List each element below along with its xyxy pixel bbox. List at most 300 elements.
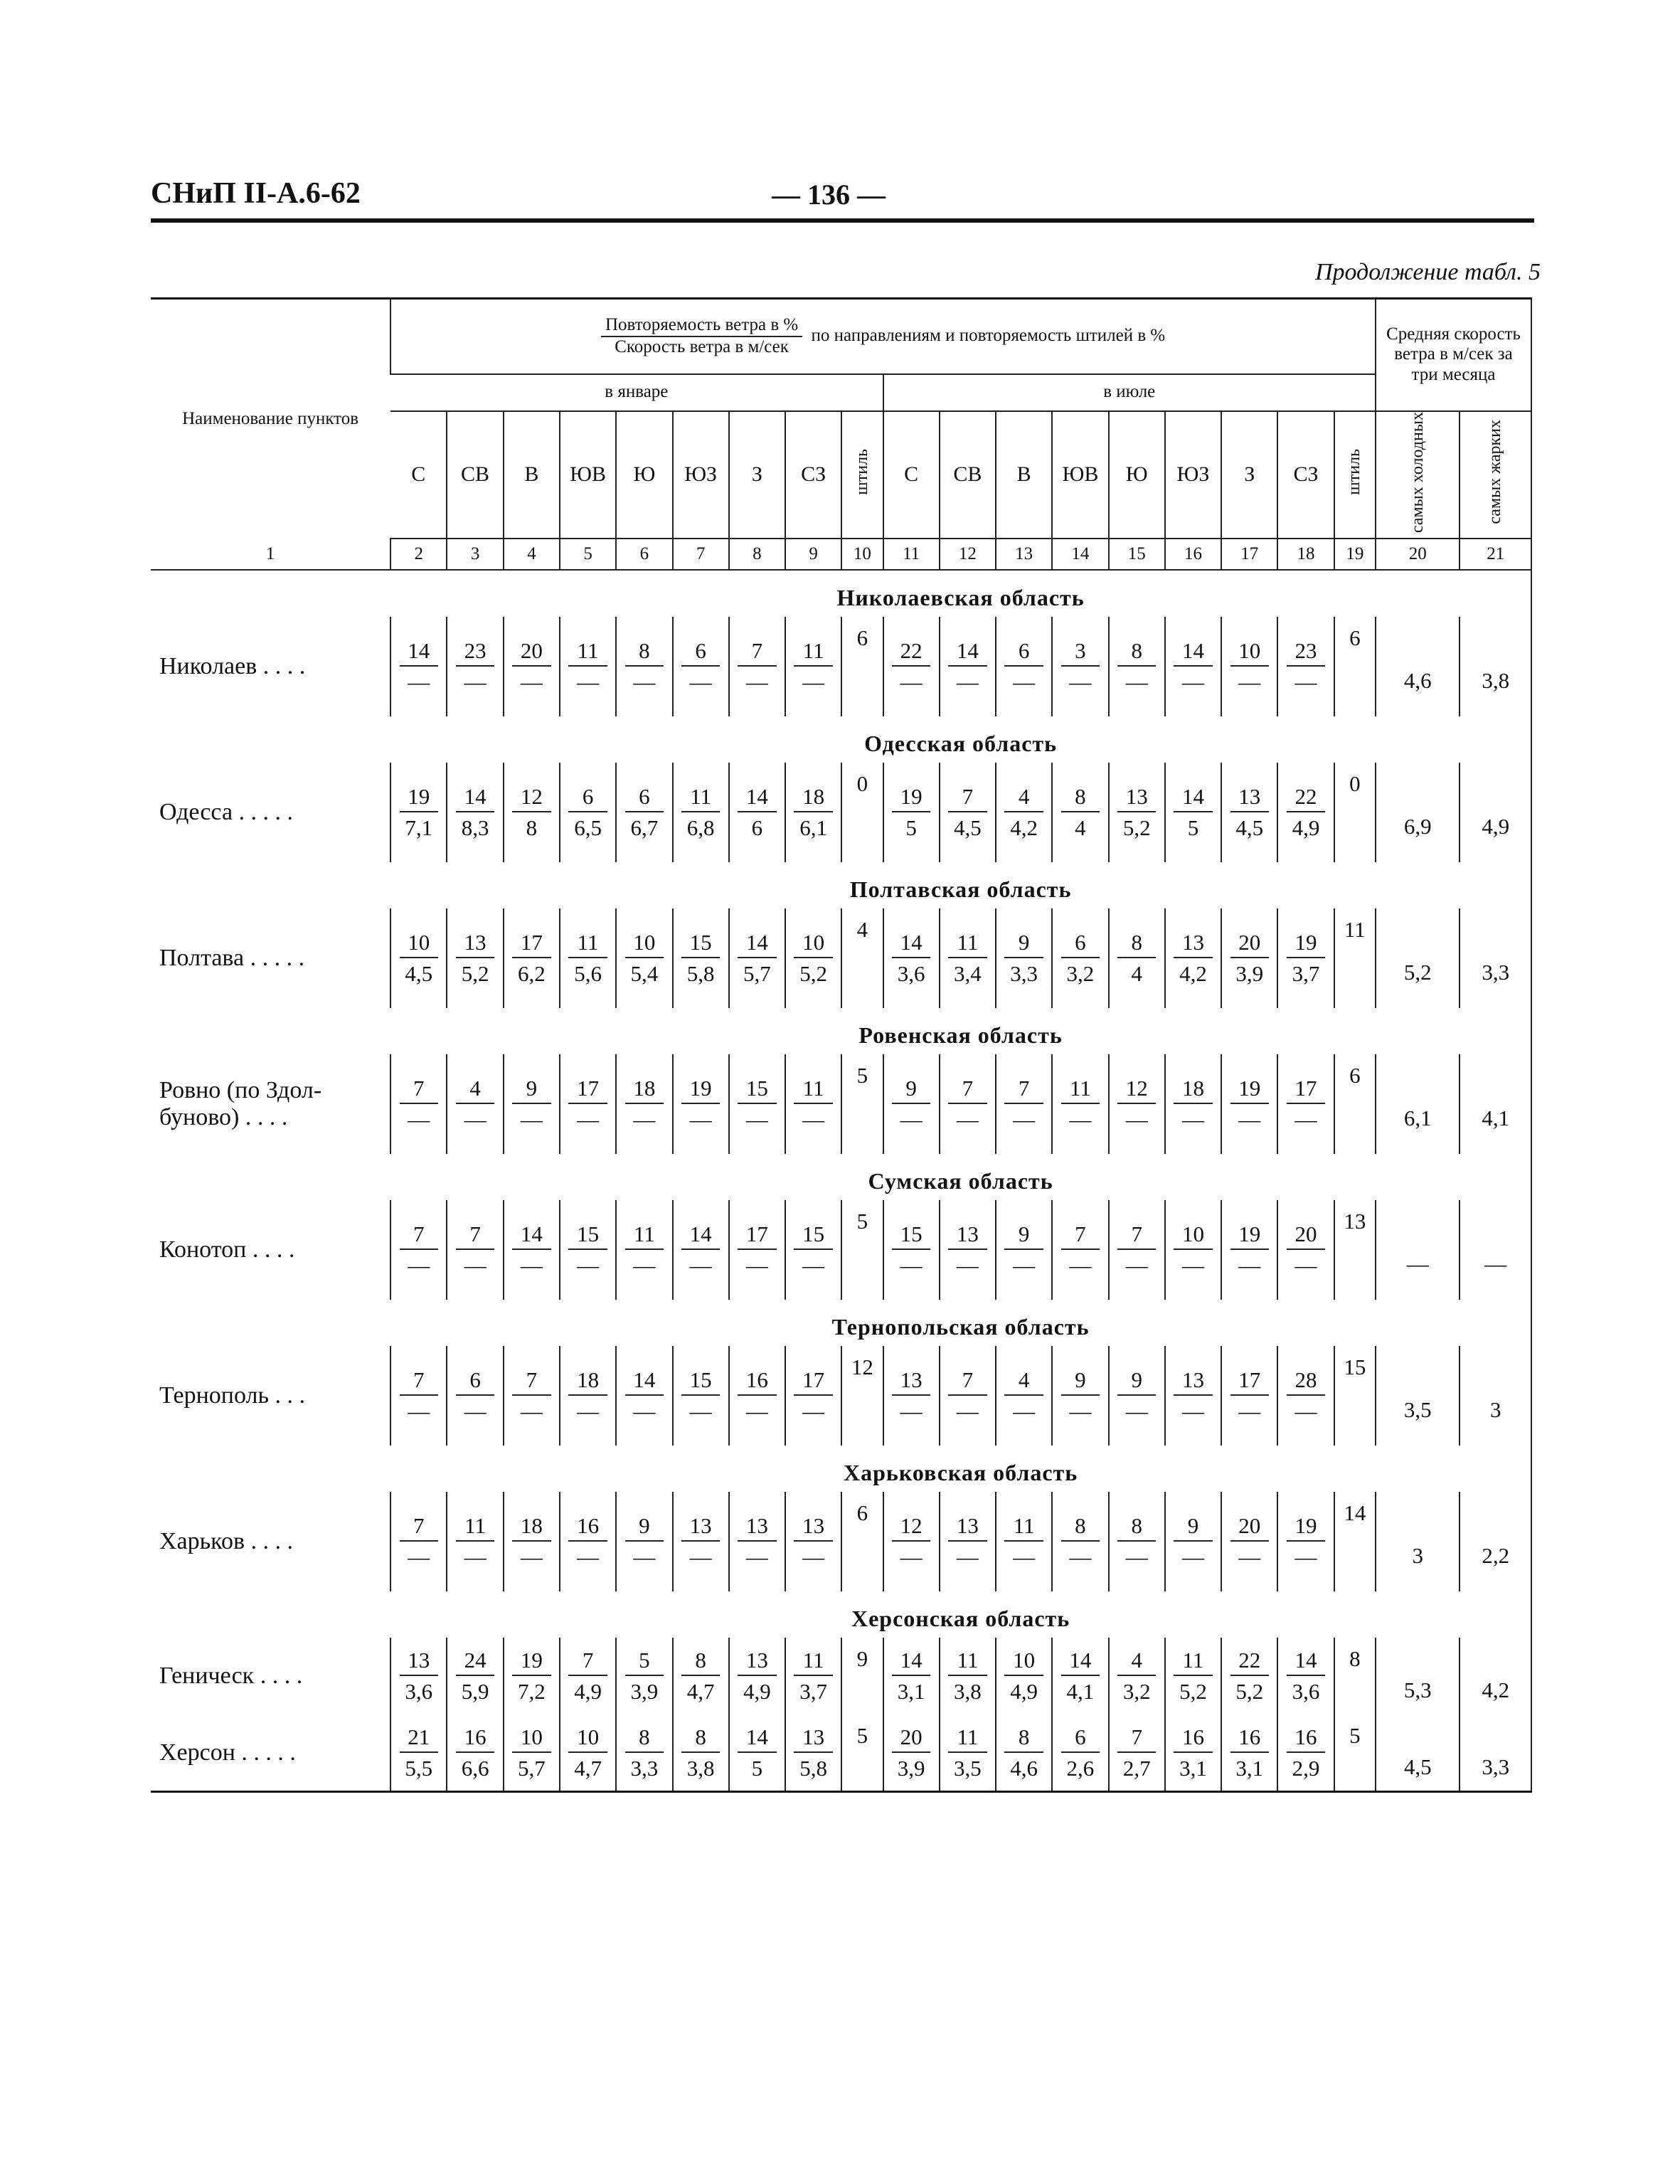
jan-cell bbox=[560, 1346, 616, 1446]
region-row bbox=[151, 1300, 1531, 1346]
speed-value: 3,3 bbox=[1010, 961, 1038, 987]
jul-dir-3-header: ЮВ bbox=[1052, 411, 1108, 539]
frequency-value: 9 bbox=[1117, 1367, 1156, 1396]
jul-calm-value: 5 bbox=[1334, 1714, 1376, 1791]
wind-table bbox=[151, 297, 1532, 1793]
column-number-9: 9 bbox=[785, 539, 841, 570]
frequency-value: 5 bbox=[625, 1648, 664, 1676]
jan-cell bbox=[504, 763, 560, 862]
speed-value: — bbox=[745, 1544, 768, 1570]
speed-value: 3,7 bbox=[1292, 961, 1320, 987]
jul-dir-7-header: СЗ bbox=[1277, 411, 1334, 539]
frequency-value: 13 bbox=[1117, 784, 1156, 812]
region-spacer bbox=[151, 1300, 390, 1346]
speed-value: — bbox=[1069, 669, 1092, 695]
station-row bbox=[151, 1714, 1531, 1791]
speed-value: 3,6 bbox=[897, 961, 925, 987]
jul-calm-value: 0 bbox=[1334, 763, 1376, 862]
speed-value: — bbox=[520, 1253, 543, 1278]
frequency-value: 11 bbox=[948, 1648, 987, 1676]
jan-calm-value: 5 bbox=[841, 1714, 883, 1791]
frequency-value: 6 bbox=[456, 1367, 494, 1396]
speed-value: — bbox=[633, 1399, 656, 1424]
station-name: Ровно (по Здол- буново) . . . . bbox=[159, 1077, 322, 1131]
jan-cell bbox=[560, 1492, 616, 1591]
frequency-value: 7 bbox=[512, 1367, 551, 1396]
speed-value: — bbox=[1294, 1399, 1317, 1424]
speed-value: 3,1 bbox=[1179, 1755, 1207, 1781]
frequency-value: 11 bbox=[681, 784, 720, 812]
jul-cell bbox=[1052, 1638, 1108, 1714]
header-rule bbox=[151, 218, 1534, 223]
jan-cell bbox=[673, 1200, 729, 1300]
frequency-value: 17 bbox=[794, 1367, 832, 1396]
speed-value: 5,6 bbox=[574, 961, 602, 987]
jul-cell bbox=[1109, 1200, 1165, 1300]
speed-value: — bbox=[745, 1253, 768, 1278]
column-number-10: 10 bbox=[841, 539, 883, 570]
jul-calm-value: 11 bbox=[1334, 908, 1376, 1008]
jan-cell bbox=[447, 1492, 503, 1591]
speed-value: — bbox=[1013, 1399, 1036, 1424]
region-spacer bbox=[151, 1008, 390, 1054]
station-row bbox=[151, 1346, 1531, 1446]
jan-cell bbox=[447, 1200, 503, 1300]
frequency-value: 18 bbox=[512, 1513, 551, 1542]
jan-cell bbox=[616, 1492, 672, 1591]
speed-value: 5,4 bbox=[630, 961, 659, 987]
frequency-value: 11 bbox=[794, 638, 832, 667]
column-number-19: 19 bbox=[1334, 539, 1376, 570]
frequency-value: 14 bbox=[512, 1221, 551, 1250]
frequency-value: 18 bbox=[1174, 1076, 1212, 1104]
frequency-value: 8 bbox=[625, 1724, 664, 1753]
frequency-value: 14 bbox=[1061, 1648, 1100, 1676]
frequency-value: 9 bbox=[625, 1513, 664, 1542]
jul-cell bbox=[996, 1346, 1052, 1446]
frequency-value: 8 bbox=[1117, 930, 1156, 958]
speed-value: 6,5 bbox=[574, 815, 602, 841]
speed-value: — bbox=[633, 1253, 656, 1278]
speed-value: 5 bbox=[751, 1755, 763, 1781]
jul-cell bbox=[1052, 1714, 1108, 1791]
hottest-avg-value: 4,9 bbox=[1460, 763, 1531, 862]
frequency-value: 20 bbox=[1230, 1513, 1269, 1542]
frequency-value: 15 bbox=[681, 1367, 720, 1396]
speed-value: — bbox=[689, 669, 712, 695]
speed-value: — bbox=[689, 1544, 712, 1570]
jan-calm-value: 12 bbox=[841, 1346, 883, 1446]
jan-dir-0-header: С bbox=[390, 411, 447, 539]
frequency-value: 17 bbox=[1287, 1076, 1325, 1104]
jul-cell bbox=[1165, 908, 1221, 1008]
speed-value: — bbox=[408, 1399, 430, 1424]
frequency-value: 8 bbox=[1061, 1513, 1100, 1542]
hottest-avg-value: 3,8 bbox=[1460, 617, 1531, 716]
speed-value: 5 bbox=[1187, 815, 1199, 841]
frequency-value: 18 bbox=[625, 1076, 664, 1104]
frequency-value: 12 bbox=[1117, 1076, 1156, 1104]
speed-value: 4,9 bbox=[743, 1679, 771, 1705]
speed-value: 4,9 bbox=[574, 1679, 602, 1705]
speed-value: 4 bbox=[1075, 815, 1086, 841]
frequency-value: 11 bbox=[568, 930, 607, 958]
speed-value: — bbox=[1294, 1107, 1317, 1133]
frequency-value: 7 bbox=[400, 1367, 438, 1396]
speed-value: — bbox=[1125, 1253, 1148, 1278]
jan-calm-value: 6 bbox=[841, 1492, 883, 1591]
frequency-value: 23 bbox=[1287, 638, 1325, 667]
jan-cell bbox=[504, 1346, 560, 1446]
frequency-value: 6 bbox=[1061, 930, 1100, 958]
speed-value: — bbox=[900, 1544, 923, 1570]
frequency-value: 9 bbox=[1061, 1367, 1100, 1396]
coldest-avg-value: 6,9 bbox=[1376, 763, 1460, 862]
speed-value: — bbox=[689, 1107, 712, 1133]
jan-cell bbox=[729, 908, 785, 1008]
jul-cell bbox=[1221, 763, 1277, 862]
jul-cell bbox=[1109, 1346, 1165, 1446]
coldest-avg-value: — bbox=[1376, 1200, 1460, 1300]
speed-value: 5,2 bbox=[1122, 815, 1151, 841]
frequency-value: 16 bbox=[456, 1724, 494, 1753]
frequency-value: 8 bbox=[1117, 638, 1156, 667]
speed-value: — bbox=[1013, 1544, 1036, 1570]
jan-cell bbox=[673, 1346, 729, 1446]
frequency-value: 13 bbox=[738, 1513, 776, 1542]
speed-value: — bbox=[520, 669, 543, 695]
coldest-avg-value: 5,2 bbox=[1376, 908, 1460, 1008]
jan-dir-4-header: Ю bbox=[616, 411, 672, 539]
frequency-value: 11 bbox=[1061, 1076, 1100, 1104]
jul-cell bbox=[940, 1200, 996, 1300]
jul-cell bbox=[940, 1346, 996, 1446]
jul-cell bbox=[996, 1714, 1052, 1791]
jul-cell bbox=[1277, 1714, 1334, 1791]
repeat-header-num: Повторяемость ветра в % bbox=[601, 315, 802, 337]
speed-value: 3,3 bbox=[630, 1755, 659, 1781]
speed-value: — bbox=[464, 1399, 487, 1424]
speed-value: 3,4 bbox=[954, 961, 982, 987]
jan-calm-value: 6 bbox=[841, 617, 883, 716]
station-name: Харьков . . . . bbox=[159, 1528, 293, 1555]
frequency-value: 10 bbox=[1174, 1221, 1212, 1250]
jan-calm-value: 4 bbox=[841, 908, 883, 1008]
station-row bbox=[151, 1492, 1531, 1591]
station-name: Херсон . . . . . bbox=[151, 1714, 390, 1791]
speed-value: — bbox=[633, 669, 656, 695]
speed-value: 4,1 bbox=[1066, 1679, 1095, 1705]
region-title: Одесская область bbox=[390, 716, 1531, 763]
column-number-13: 13 bbox=[996, 539, 1052, 570]
speed-value: — bbox=[1125, 1107, 1148, 1133]
speed-value: 4,6 bbox=[1010, 1755, 1038, 1781]
frequency-value: 6 bbox=[681, 638, 720, 667]
speed-value: 5,2 bbox=[1235, 1679, 1264, 1705]
frequency-value: 11 bbox=[1174, 1648, 1212, 1676]
region-spacer bbox=[151, 570, 390, 617]
frequency-value: 16 bbox=[1287, 1724, 1325, 1753]
jan-cell bbox=[785, 908, 841, 1008]
jul-cell bbox=[996, 1054, 1052, 1154]
jan-cell bbox=[729, 1492, 785, 1591]
jan-cell bbox=[616, 1638, 672, 1714]
jul-cell bbox=[1221, 1200, 1277, 1300]
frequency-value: 19 bbox=[1287, 1513, 1325, 1542]
jan-cell bbox=[447, 1054, 503, 1154]
frequency-value: 14 bbox=[738, 1724, 776, 1753]
frequency-value: 19 bbox=[1287, 930, 1325, 958]
speed-value: 5,7 bbox=[517, 1755, 546, 1781]
speed-value: 3,9 bbox=[630, 1679, 659, 1705]
jan-cell bbox=[729, 763, 785, 862]
frequency-value: 18 bbox=[794, 784, 832, 812]
speed-value: — bbox=[577, 1253, 600, 1278]
region-row bbox=[151, 1154, 1531, 1200]
coldest-avg-value: 6,1 bbox=[1376, 1054, 1460, 1154]
station-name: Одесса . . . . . bbox=[159, 799, 294, 826]
speed-value: — bbox=[1013, 669, 1036, 695]
frequency-value: 10 bbox=[568, 1724, 607, 1753]
jan-cell bbox=[560, 1054, 616, 1154]
jan-dir-7-header: СЗ bbox=[785, 411, 841, 539]
speed-value: 8,3 bbox=[461, 815, 489, 841]
speed-value: 4,5 bbox=[954, 815, 982, 841]
jul-calm-value: 14 bbox=[1334, 1492, 1376, 1591]
frequency-value: 16 bbox=[1174, 1724, 1212, 1753]
jan-cell bbox=[504, 1200, 560, 1300]
jan-cell bbox=[785, 1714, 841, 1791]
jul-cell bbox=[1052, 617, 1108, 716]
frequency-value: 11 bbox=[794, 1076, 832, 1104]
speed-value: — bbox=[1125, 1399, 1148, 1424]
column-number-11: 11 bbox=[883, 539, 940, 570]
speed-value: — bbox=[1125, 1544, 1148, 1570]
jul-cell bbox=[940, 763, 996, 862]
speed-value: 2,9 bbox=[1292, 1755, 1320, 1781]
region-row bbox=[151, 862, 1531, 908]
station-name: Тернополь . . . bbox=[159, 1382, 305, 1409]
speed-value: — bbox=[900, 1253, 923, 1278]
frequency-value: 19 bbox=[1230, 1076, 1269, 1104]
frequency-value: 7 bbox=[400, 1513, 438, 1542]
speed-value: — bbox=[1294, 669, 1317, 695]
jan-cell bbox=[390, 1054, 447, 1154]
jan-cell bbox=[504, 908, 560, 1008]
jan-calm-header bbox=[841, 411, 883, 539]
frequency-value: 8 bbox=[1004, 1724, 1043, 1753]
speed-value: 7,2 bbox=[517, 1679, 546, 1705]
frequency-value: 7 bbox=[1117, 1724, 1156, 1753]
station-row bbox=[151, 763, 1531, 862]
frequency-value: 10 bbox=[794, 930, 832, 958]
column-number-16: 16 bbox=[1165, 539, 1221, 570]
frequency-value: 4 bbox=[1117, 1648, 1156, 1676]
jan-cell bbox=[390, 763, 447, 862]
jan-cell bbox=[673, 1638, 729, 1714]
speed-value: 4,2 bbox=[1179, 961, 1207, 987]
jan-cell bbox=[560, 1200, 616, 1300]
jan-cell bbox=[447, 763, 503, 862]
jan-cell bbox=[390, 908, 447, 1008]
speed-value: — bbox=[577, 1107, 600, 1133]
frequency-value: 7 bbox=[948, 784, 987, 812]
frequency-value: 15 bbox=[568, 1221, 607, 1250]
jul-cell bbox=[1165, 617, 1221, 716]
hottest-avg-value: 2,2 bbox=[1460, 1492, 1531, 1591]
frequency-value: 14 bbox=[625, 1367, 664, 1396]
speed-value: — bbox=[956, 669, 979, 695]
region-title: Полтавская область bbox=[390, 862, 1531, 908]
column-number-3: 3 bbox=[447, 539, 503, 570]
frequency-value: 7 bbox=[1117, 1221, 1156, 1250]
hottest-avg-value: 4,2 bbox=[1460, 1638, 1531, 1714]
speed-value: — bbox=[408, 1107, 430, 1133]
document-code: СНиП II-А.6-62 bbox=[151, 177, 361, 210]
jul-cell bbox=[1277, 763, 1334, 862]
region-title: Ровенская область bbox=[390, 1008, 1531, 1054]
speed-value: 5,9 bbox=[461, 1679, 489, 1705]
jul-cell bbox=[883, 1638, 940, 1714]
jul-calm-value: 13 bbox=[1334, 1200, 1376, 1300]
frequency-value: 13 bbox=[738, 1648, 776, 1676]
jul-cell bbox=[1221, 1492, 1277, 1591]
frequency-value: 6 bbox=[1004, 638, 1043, 667]
jul-dir-6-header: З bbox=[1221, 411, 1277, 539]
region-spacer bbox=[151, 1591, 390, 1638]
frequency-value: 7 bbox=[1061, 1221, 1100, 1250]
speed-value: 6,2 bbox=[517, 961, 546, 987]
coldest-header bbox=[1376, 411, 1460, 539]
jan-dir-3-header: ЮВ bbox=[560, 411, 616, 539]
jul-cell bbox=[940, 617, 996, 716]
frequency-value: 15 bbox=[681, 930, 720, 958]
column-number-5: 5 bbox=[560, 539, 616, 570]
speed-value: — bbox=[1294, 1253, 1317, 1278]
frequency-value: 10 bbox=[1230, 638, 1269, 667]
jul-cell bbox=[1277, 617, 1334, 716]
speed-value: — bbox=[1069, 1253, 1092, 1278]
jan-cell bbox=[504, 1714, 560, 1791]
jul-dir-1-header: СВ bbox=[940, 411, 996, 539]
frequency-value: 16 bbox=[738, 1367, 776, 1396]
jan-cell bbox=[447, 1714, 503, 1791]
jul-cell bbox=[883, 908, 940, 1008]
speed-value: 4,7 bbox=[686, 1679, 715, 1705]
region-spacer bbox=[151, 1446, 390, 1492]
jul-cell bbox=[1221, 1054, 1277, 1154]
jan-cell bbox=[785, 763, 841, 862]
jul-cell bbox=[1165, 1346, 1221, 1446]
column-number-21: 21 bbox=[1460, 539, 1531, 570]
jul-cell bbox=[1221, 908, 1277, 1008]
speed-value: 3,7 bbox=[799, 1679, 828, 1705]
jul-cell bbox=[883, 1200, 940, 1300]
jul-calm-header bbox=[1334, 411, 1376, 539]
jan-cell bbox=[616, 908, 672, 1008]
frequency-value: 22 bbox=[892, 638, 930, 667]
jul-cell bbox=[1165, 1200, 1221, 1300]
jul-cell bbox=[1277, 1054, 1334, 1154]
frequency-value: 21 bbox=[400, 1724, 438, 1753]
frequency-value: 16 bbox=[568, 1513, 607, 1542]
speed-value: 5,2 bbox=[799, 961, 828, 987]
jul-calm-value: 6 bbox=[1334, 1054, 1376, 1154]
jul-cell bbox=[1277, 908, 1334, 1008]
jul-cell bbox=[996, 763, 1052, 862]
column-number-7: 7 bbox=[673, 539, 729, 570]
speed-value: 4,5 bbox=[405, 961, 433, 987]
frequency-value: 9 bbox=[1004, 930, 1043, 958]
coldest-avg-value: 3 bbox=[1376, 1492, 1460, 1591]
jul-cell bbox=[1052, 1200, 1108, 1300]
jul-cell bbox=[883, 1054, 940, 1154]
jul-cell bbox=[1165, 1714, 1221, 1791]
jul-cell bbox=[1052, 763, 1108, 862]
frequency-value: 14 bbox=[456, 784, 494, 812]
speed-value: — bbox=[464, 669, 487, 695]
column-number-14: 14 bbox=[1052, 539, 1108, 570]
jan-cell bbox=[729, 1714, 785, 1791]
speed-value: 4,7 bbox=[574, 1755, 602, 1781]
jul-cell bbox=[940, 1492, 996, 1591]
speed-value: — bbox=[1181, 1253, 1204, 1278]
jan-cell bbox=[560, 1714, 616, 1791]
column-number-17: 17 bbox=[1221, 539, 1277, 570]
jan-cell bbox=[785, 1200, 841, 1300]
jan-cell bbox=[785, 1054, 841, 1154]
frequency-value: 14 bbox=[892, 1648, 930, 1676]
speed-value: — bbox=[1294, 1544, 1317, 1570]
speed-value: — bbox=[802, 669, 825, 695]
hottest-avg-value: 3 bbox=[1460, 1346, 1531, 1446]
frequency-value: 13 bbox=[400, 1648, 438, 1676]
column-number-12: 12 bbox=[940, 539, 996, 570]
column-number-20: 20 bbox=[1376, 539, 1460, 570]
frequency-value: 7 bbox=[456, 1221, 494, 1250]
speed-value: 3,2 bbox=[1122, 1679, 1151, 1705]
jan-cell bbox=[560, 763, 616, 862]
jan-cell bbox=[729, 1200, 785, 1300]
speed-value: 3,8 bbox=[686, 1755, 715, 1781]
speed-value: 5,8 bbox=[799, 1755, 828, 1781]
hottest-label: самых жарких bbox=[1486, 420, 1505, 524]
frequency-value: 19 bbox=[1230, 1221, 1269, 1250]
frequency-value: 4 bbox=[1004, 1367, 1043, 1396]
jul-cell bbox=[1052, 1346, 1108, 1446]
jan-cell bbox=[390, 1638, 447, 1714]
region-row bbox=[151, 1008, 1531, 1054]
hottest-avg-value: — bbox=[1460, 1200, 1531, 1300]
speed-value: — bbox=[900, 1107, 923, 1133]
jan-cell bbox=[616, 763, 672, 862]
frequency-value: 17 bbox=[568, 1076, 607, 1104]
frequency-value: 14 bbox=[681, 1221, 720, 1250]
jul-cell bbox=[883, 1492, 940, 1591]
jan-cell bbox=[504, 1492, 560, 1591]
jul-cell bbox=[940, 908, 996, 1008]
jul-cell bbox=[883, 1714, 940, 1791]
station-name: Конотоп . . . . bbox=[159, 1236, 295, 1263]
column-number-18: 18 bbox=[1277, 539, 1334, 570]
speed-value: — bbox=[745, 1107, 768, 1133]
jan-cell bbox=[560, 617, 616, 716]
hottest-avg-value: 4,1 bbox=[1460, 1054, 1531, 1154]
frequency-value: 20 bbox=[1287, 1221, 1325, 1250]
coldest-avg-value: 4,6 bbox=[1376, 617, 1460, 716]
speed-value: — bbox=[1238, 1399, 1261, 1424]
speed-value: 5,8 bbox=[686, 961, 715, 987]
